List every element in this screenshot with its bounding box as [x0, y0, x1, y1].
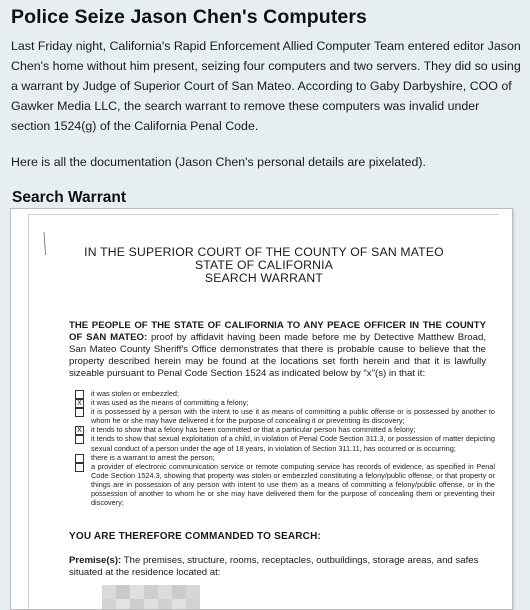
pixelated-address	[102, 585, 200, 610]
checklist-text: it tends to show that sexual exploitation of a child, in violation of Penal Code Section 311.3, or possession of matter depicting sexual conduct of a person under the age of 18 years, in violation of Section 311.11, has occurred or is occurring;	[91, 434, 495, 453]
section-title: Search Warrant	[12, 189, 126, 206]
checklist-item	[75, 407, 495, 425]
commanded-heading: YOU ARE THEREFORE COMMANDED TO SEARCH:	[69, 531, 322, 542]
article-intro: Last Friday night, California's Rapid Enforcement Allied Computer Team entered editor Jason Chen's home without him present, seizing four computers and two servers. They did so using a warrant by Judge of Superior Court of San Mateo. According to Gaby Darbyshire, COO of Gawker Media LLC, the search warrant to remove these computers was invalid under section 1524(g) of the California Penal Code.	[11, 39, 521, 133]
checklist-item	[75, 453, 495, 462]
preamble-caps-1: THE PEOPLE OF THE STATE OF CALIFORNIA TO ANY PEACE OFFICER IN THE COUNTY	[69, 320, 486, 331]
court-heading	[29, 246, 499, 285]
article-title: Police Seize Jason Chen's Computers	[11, 6, 367, 28]
warrant-page	[28, 214, 499, 610]
premise-label: Premise(s):	[69, 555, 122, 566]
checklist-item	[75, 425, 495, 434]
checkbox	[75, 408, 84, 417]
checklist-text: it tends to show that a felony has been committed or that a particular person has committed a felony;	[91, 425, 416, 435]
checklist-text: there is a warrant to arrest the person;	[91, 452, 215, 462]
checkbox: X	[75, 426, 84, 435]
search-warrant-image	[10, 208, 513, 610]
court-line-1: IN THE SUPERIOR COURT OF THE COUNTY OF SAN MATEO	[84, 245, 444, 259]
premise-paragraph	[69, 555, 489, 579]
checklist-item	[75, 389, 495, 398]
premise-text: The premises, structure, rooms, receptacles, outbuildings, storage areas, and safes situated at the residence located at:	[69, 555, 479, 578]
documentation-note: Here is all the documentation (Jason Chen's personal details are pixelated).	[11, 155, 426, 169]
checklist-text: it was stolen or embezzled;	[91, 389, 180, 398]
checklist-item	[75, 434, 495, 452]
checkbox: X	[75, 399, 84, 408]
checkbox	[75, 463, 84, 472]
preamble-caps-2: OF SAN MATEO:	[69, 332, 148, 344]
checklist-text: a provider of electronic communication service or remote computing service has records of evidence, as specified in Penal Code Section 1524.3, showing that property was stolen or embezzled constituting a felony/public offense, or that property or things are in possession of any person with intent to use them as a means of committing a felony/public offense, or in the possession of another to whom he or she may have delivered them for the purpose of concealing them or preventing their discovery;	[91, 461, 495, 508]
court-line-3: SEARCH WARRANT	[204, 271, 324, 285]
grounds-checklist	[75, 389, 495, 507]
warrant-preamble	[69, 320, 486, 380]
checklist-item	[75, 462, 495, 507]
checklist-item	[75, 398, 495, 407]
checkbox	[75, 435, 84, 444]
court-line-2: STATE OF CALIFORNIA	[194, 258, 334, 272]
checklist-text: it is possessed by a person with the intent to use it as means of committing a public offense or is possessed by another to whom he or she may have delivered it for the purpose of concealing it or preventing its discovery;	[91, 407, 495, 426]
preamble-text: proof by affidavit having been made before me by Detective Matthew Broad, San Mateo County Sheriff's Office demonstrates that there is probable cause to believe that the property described herein may be found at the locations set forth herein and that it is lawfully sizeable pursuant to Penal Code Section 1524 as indicated below by "x"(s) in that it:	[69, 332, 486, 380]
checklist-text: it was used as the means of committing a felony;	[91, 398, 249, 408]
